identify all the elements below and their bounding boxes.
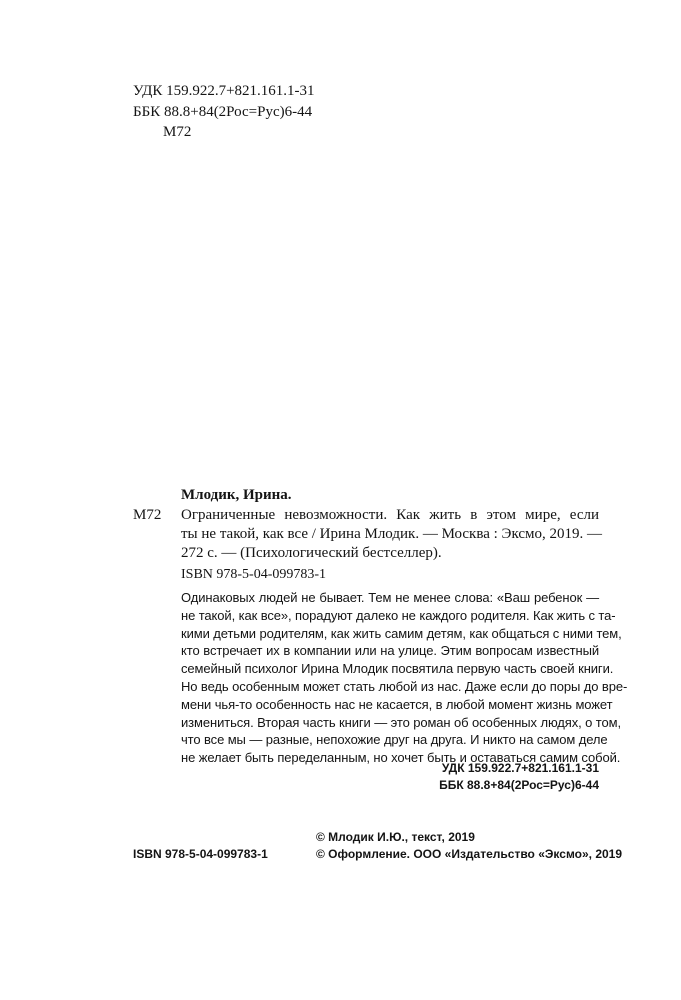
- bibliographic-description: [181, 506, 603, 563]
- annotation-line: семейный психолог Ирина Млодик посвятила первую часть своей книги.: [181, 661, 614, 677]
- annotation-paragraph: [181, 589, 628, 767]
- isbn-entry: ISBN 978-5-04-099783-1: [181, 567, 327, 582]
- bottom-classification-codes: [439, 760, 599, 794]
- annotation-line: не желает быть переделанным, но хочет быть и оставаться самим собой.: [181, 750, 621, 766]
- bibliographic-line: ты не такой, как все / Ирина Млодик. — Москва : Эксмо, 2019. —: [181, 526, 603, 542]
- annotation-line: кто встречает их в компании или на улице. Этим вопросам известный: [181, 643, 599, 659]
- annotation-line: Но ведь особенным может стать любой из нас. Даже если до поры до вре-: [181, 678, 628, 694]
- copyright-text: © Млодик И.Ю., текст, 2019: [316, 830, 475, 844]
- annotation-line: кими детьми родителям, как жить самим детям, как общаться с ними тем,: [181, 625, 622, 641]
- annotation-line: измениться. Вторая часть книги — это роман об особенных людях, о том,: [181, 714, 621, 730]
- annotation-line: мени чья-то особенность нас не касается, в любой момент жизнь может: [181, 696, 613, 712]
- bbk-code-bottom: ББК 88.8+84(2Рос=Рус)6-44: [439, 778, 599, 792]
- copyright-block: [316, 829, 622, 863]
- author-mark-entry: М72: [133, 507, 162, 523]
- bibliographic-line: 272 с. — (Психологический бестселлер).: [181, 545, 442, 561]
- udk-code-bottom: УДК 159.922.7+821.161.1-31: [441, 761, 599, 775]
- isbn-footer: ISBN 978-5-04-099783-1: [133, 847, 268, 861]
- annotation-line: что все мы — разные, непохожие друг на друга. И никто на самом деле: [181, 732, 608, 748]
- copyright-design: © Оформление. ООО «Издательство «Эксмо», 2019: [316, 847, 623, 861]
- bibliographic-line: Ограниченные невозможности. Как жить в этом мире, если: [181, 507, 599, 523]
- annotation-line: не такой, как все», порадуют далеко не каждого родителя. Как жить с та-: [181, 607, 616, 623]
- author-mark-top: М72: [163, 124, 192, 140]
- annotation-line: Одинаковых людей не бывает. Тем не менее слова: «Ваш ребенок —: [181, 590, 599, 605]
- bbk-code-top: ББК 88.8+84(2Рос=Рус)6-44: [133, 104, 313, 120]
- udk-code-top: УДК 159.922.7+821.161.1-31: [133, 83, 315, 99]
- author-heading: Млодик, Ирина.: [181, 487, 292, 503]
